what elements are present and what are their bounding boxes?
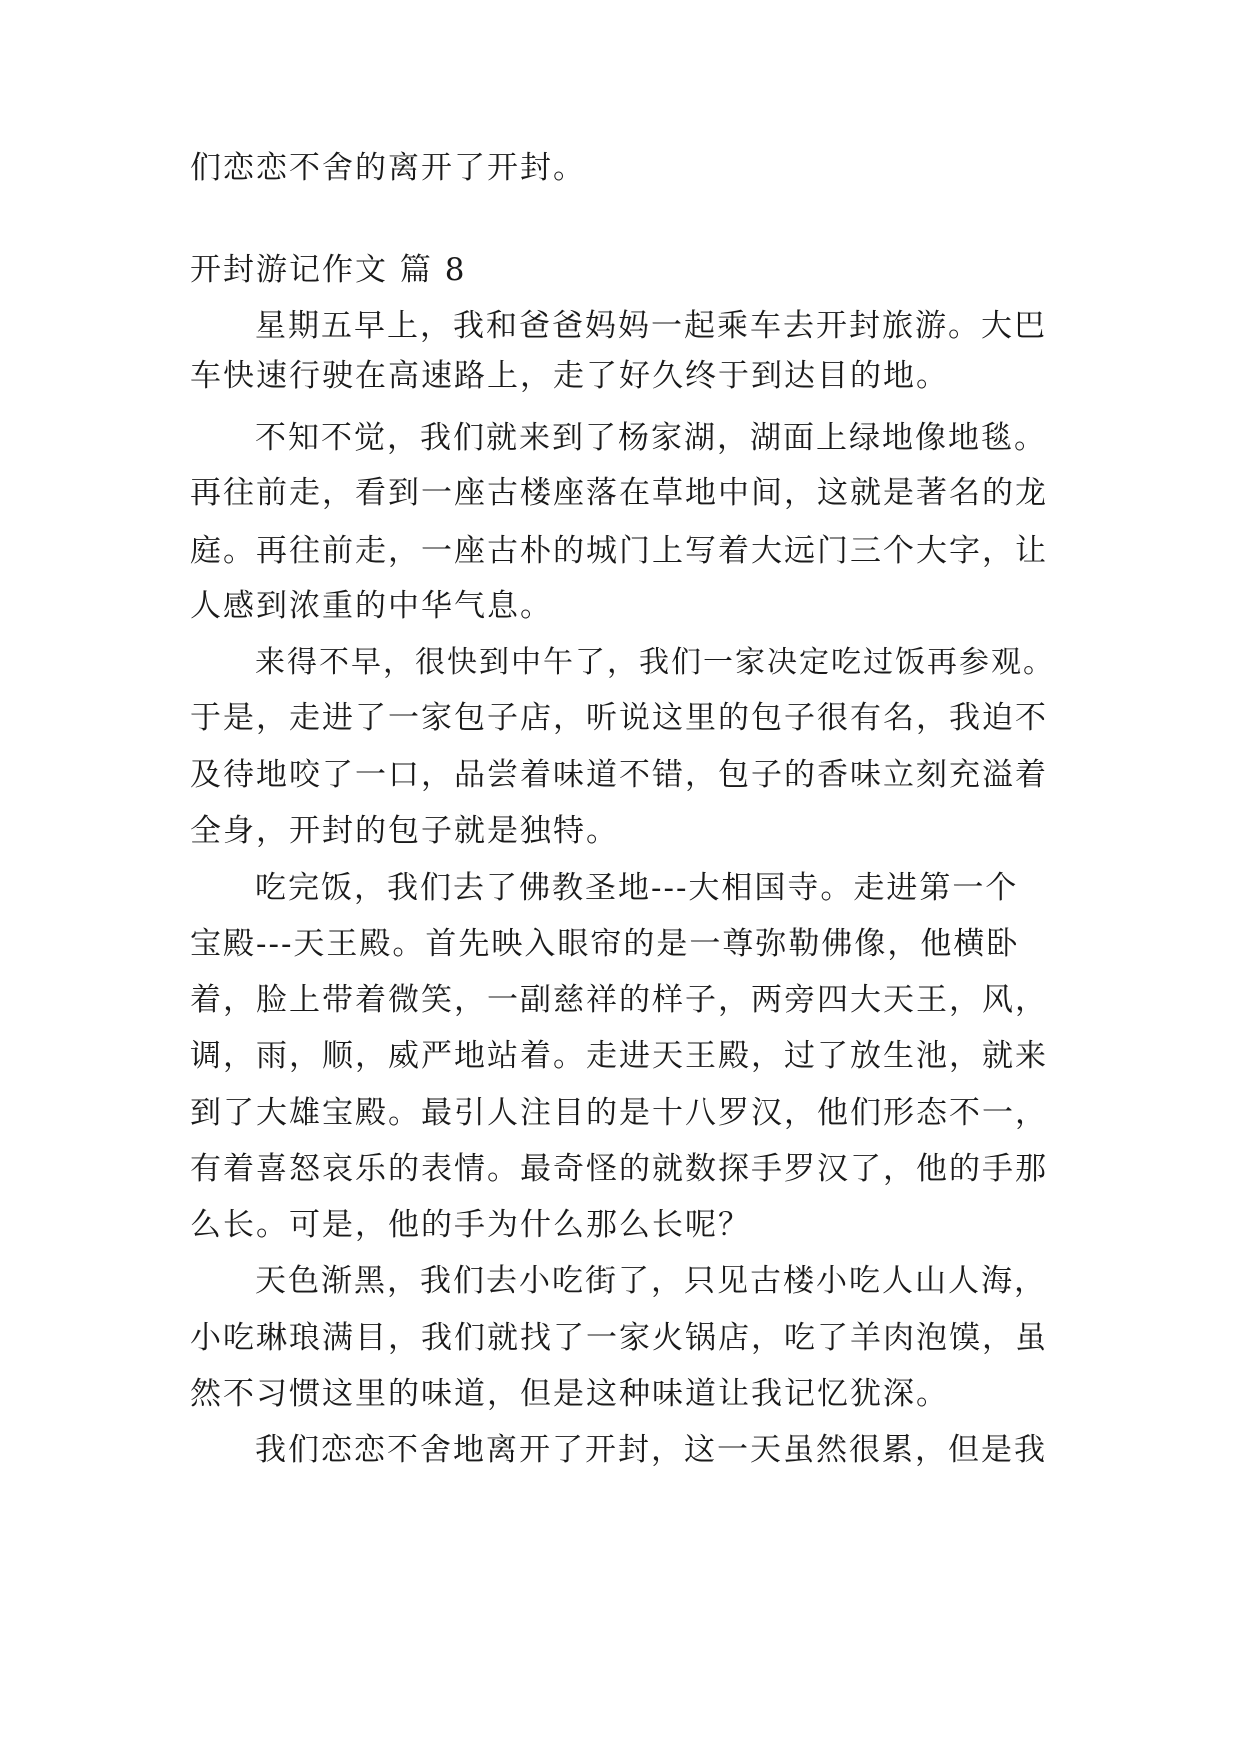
text-line: 然不习惯这里的味道，但是这种味道让我记忆犹深。 xyxy=(190,1376,949,1412)
text-line: 来得不早，很快到中午了，我们一家决定吃过饭再参观。 xyxy=(255,645,1055,680)
text-line: 不知不觉，我们就来到了杨家湖，湖面上绿地像地毯。 xyxy=(255,420,1047,456)
text-line: 庭。再往前走，一座古朴的城门上写着大远门三个大字，让 xyxy=(190,533,1048,569)
text-line: 我们恋恋不舍地离开了开封，这一天虽然很累，但是我 xyxy=(255,1432,1047,1468)
text-line: 调，雨，顺，威严地站着。走进天王殿，过了放生池，就来 xyxy=(190,1038,1048,1074)
text-line: 么长。可是，他的手为什么那么长呢？ xyxy=(190,1207,751,1243)
text-line: 到了大雄宝殿。最引人注目的是十八罗汉，他们形态不一， xyxy=(190,1095,1048,1131)
text-line: 星期五早上，我和爸爸妈妈一起乘车去开封旅游。大巴 xyxy=(255,308,1047,344)
text-line: 全身，开封的包子就是独特。 xyxy=(190,813,619,849)
text-line: 于是，走进了一家包子店，听说这里的包子很有名，我迫不 xyxy=(190,700,1048,736)
text-line: 天色渐黑，我们去小吃街了，只见古楼小吃人山人海， xyxy=(255,1263,1047,1299)
text-line: 人感到浓重的中华气息。 xyxy=(190,588,553,624)
text-line: 小吃琳琅满目，我们就找了一家火锅店，吃了羊肉泡馍，虽 xyxy=(190,1320,1048,1356)
text-line: 们恋恋不舍的离开了开封。 xyxy=(190,150,586,186)
text-line: 宝殿---天王殿。首先映入眼帘的是一尊弥勒佛像，他横卧 xyxy=(190,926,1020,962)
text-line: 有着喜怒哀乐的表情。最奇怪的就数探手罗汉了，他的手那 xyxy=(190,1151,1048,1187)
text-line: 及待地咬了一口，品尝着味道不错，包子的香味立刻充溢着 xyxy=(190,757,1048,793)
text-line: 着，脸上带着微笑，一副慈祥的样子，两旁四大天王，风， xyxy=(190,982,1048,1018)
text-line: 吃完饭，我们去了佛教圣地---大相国寺。走进第一个 xyxy=(255,870,1019,906)
text-line: 再往前走，看到一座古楼座落在草地中间，这就是著名的龙 xyxy=(190,475,1048,511)
section-heading: 开封游记作文 篇 8 xyxy=(190,252,467,288)
text-line: 车快速行驶在高速路上，走了好久终于到达目的地。 xyxy=(190,358,949,394)
